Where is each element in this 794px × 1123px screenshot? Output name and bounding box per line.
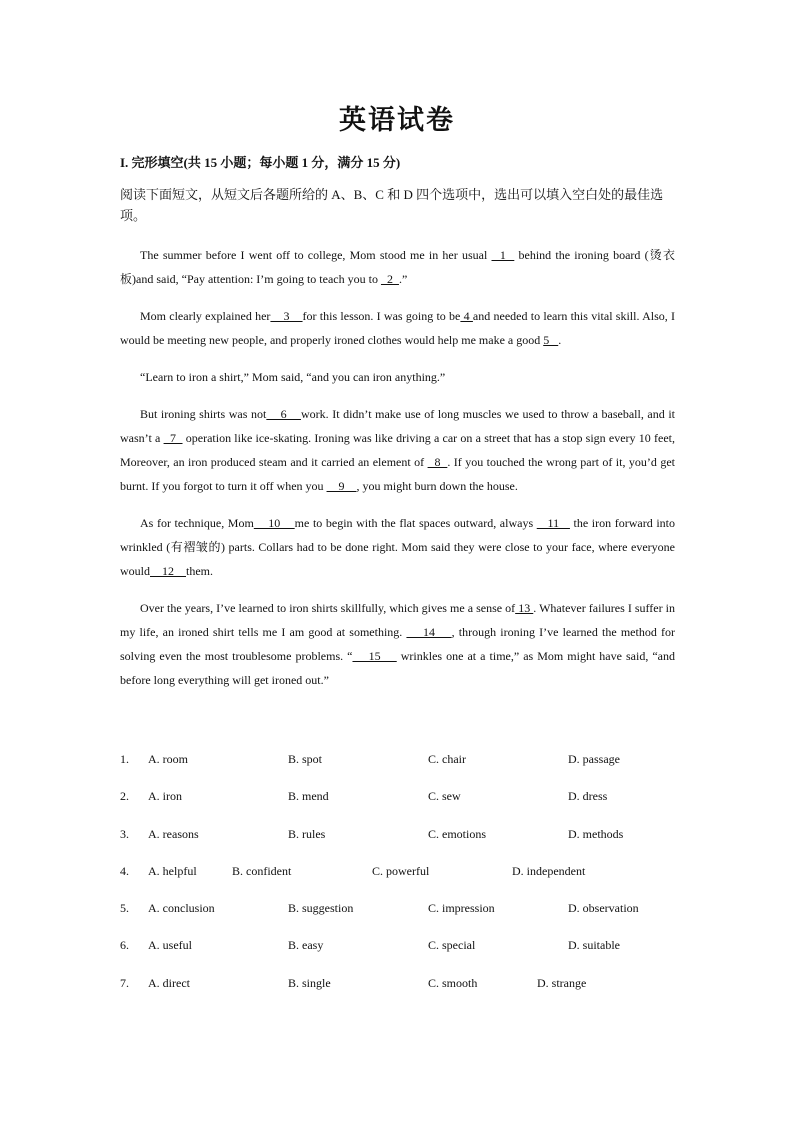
passage-text: me to begin with the flat spaces outward, always (294, 516, 537, 530)
passage-text: and needed to learn this vital skill. Also, I would be meeting new people, and properly ironed clothes would help me make a good (120, 309, 676, 347)
question-options (120, 752, 680, 1013)
option-d: D. passage (568, 752, 620, 766)
passage-text: Mom clearly explained her (140, 309, 271, 323)
passage-text: . (558, 333, 562, 347)
page-title: 英语试卷 (339, 105, 455, 135)
option-c: C. sew (428, 789, 461, 804)
blank-15: 15 (352, 649, 397, 663)
blank-10: 10 (253, 516, 295, 530)
question-row-5 (120, 901, 680, 938)
question-row-3 (120, 827, 680, 864)
question-number: 4. (120, 863, 129, 878)
passage-text: wrinkles one at a time,” as Mom might have said, “and before long everything will get ironed out.” (120, 649, 676, 687)
question-number: 2. (120, 789, 129, 804)
option-c: C. special (428, 938, 476, 953)
question-number: 6. (120, 938, 129, 953)
option-d: D. independent (512, 863, 586, 878)
question-number: 5. (120, 901, 129, 916)
option-d: D. observation (568, 901, 639, 916)
passage-paragraph-2 (120, 304, 675, 352)
passage-text: .” (398, 272, 408, 286)
passage-text: them. (186, 564, 213, 578)
question-row-7 (120, 976, 680, 1013)
blank-3: 3 (270, 309, 303, 323)
option-c: C. smooth (428, 975, 478, 990)
question-row-6 (120, 938, 680, 975)
option-c: C. emotions (428, 826, 487, 841)
blank-5: 5 (543, 333, 559, 347)
passage-text: . If you touched the wrong part of it, you’d get burnt. If you forgot to turn it off when you (120, 455, 676, 493)
passage-paragraph-3: “Learn to iron a shirt,” Mom said, “and you can iron anything.” (140, 370, 446, 384)
passage-text: The summer before I went off to college, Mom stood me in her usual (140, 248, 492, 262)
passage-text: . Whatever failures I suffer in my life, an ironed shirt tells me I am good at something. (120, 601, 676, 639)
blank-14: 14 (406, 625, 452, 639)
option-a: A. conclusion (148, 901, 215, 916)
option-d: D. suitable (568, 938, 620, 953)
question-number: 7. (120, 975, 129, 990)
passage-text: As for technique, Mom (140, 516, 254, 530)
blank-11: 11 (536, 516, 570, 530)
blank-9: 9 (326, 479, 357, 493)
option-c: C. chair (428, 752, 466, 766)
option-a: A. room (148, 752, 188, 766)
option-b: B. easy (288, 938, 324, 953)
passage-paragraph-6 (120, 596, 675, 692)
option-a: A. useful (148, 938, 192, 953)
blank-13: 13 (515, 601, 534, 615)
option-a: A. direct (148, 975, 190, 990)
passage-paragraph-1 (120, 243, 675, 291)
passage-text: But ironing shirts was not (140, 407, 267, 421)
passage-text: for this lesson. I was going to be (302, 309, 461, 323)
option-a: A. helpful (148, 863, 197, 878)
question-row-1 (120, 752, 680, 789)
passage-text: , through ironing I’ve learned the method for solving even the most troublesome problems. “ (120, 625, 675, 663)
passage-text: behind the ironing board (烫衣板)and said, “Pay attention: I’m going to teach you to (120, 248, 676, 286)
option-a: A. iron (148, 789, 182, 804)
option-d: D. strange (537, 975, 587, 990)
blank-6: 6 (266, 407, 301, 421)
instructions: 阅读下面短文，从短文后各题所给的 A、B、C 和 D 四个选项中，选出可以填入空白处的最佳选项。 (120, 187, 664, 223)
blank-12: 12 (150, 564, 186, 578)
option-a: A. reasons (148, 826, 199, 841)
option-c: C. powerful (372, 863, 430, 878)
cloze-passage (120, 243, 675, 705)
option-b: B. spot (288, 752, 323, 766)
passage-paragraph-5 (120, 511, 675, 583)
blank-1: 1 (491, 248, 515, 262)
passage-text: operation like ice-skating. Ironing was like driving a car on a street that has a stop sign every 10 feet, Moreover, an iron produced steam and it carried an element of (120, 431, 676, 469)
section-heading: I. 完形填空(共 15 小题；每小题 1 分，满分 15 分) (120, 155, 401, 170)
blank-8: 8 (427, 455, 448, 469)
option-b: B. suggestion (288, 901, 354, 916)
question-number: 1. (120, 752, 129, 766)
option-b: B. rules (288, 826, 326, 841)
question-row-4 (120, 864, 680, 901)
blank-4: 4 (460, 309, 473, 323)
option-b: B. single (288, 975, 331, 990)
option-c: C. impression (428, 901, 495, 916)
option-d: D. methods (568, 826, 624, 841)
passage-paragraph-4 (120, 402, 675, 498)
blank-7: 7 (163, 431, 183, 445)
passage-text: , you might burn down the house. (356, 479, 518, 493)
option-b: B. confident (232, 863, 292, 878)
blank-2: 2 (380, 272, 399, 286)
option-d: D. dress (568, 789, 608, 804)
passage-text: the iron forward into wrinkled (有褶皱的) parts. Collars had to be done right. Mom said they were close to your face, where everyone would (120, 516, 676, 578)
passage-text: work. It didn’t make use of long muscles we used to throw a baseball, and it wasn’t a (120, 407, 675, 445)
question-number: 3. (120, 826, 129, 841)
passage-text: Over the years, I’ve learned to iron shirts skillfully, which gives me a sense of (140, 601, 516, 615)
question-row-2 (120, 789, 680, 826)
option-b: B. mend (288, 789, 329, 804)
